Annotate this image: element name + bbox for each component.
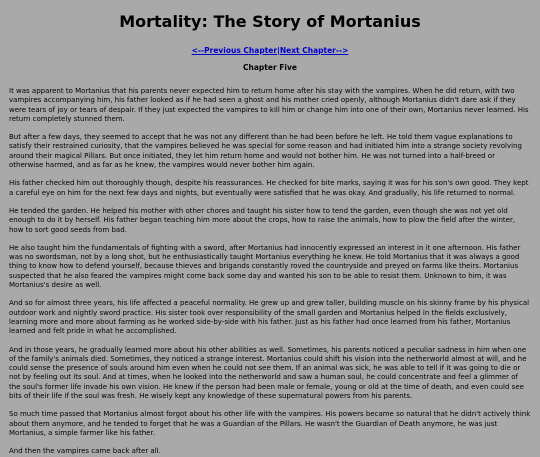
paragraph: And in those years, he gradually learned more about his other abilities as well. Sometimes, his parents noticed a peculiar sadness in him when one of the family's animals died. Sometimes, they noticed a strange interest. Mortanius could shift his vision into the netherworld almost at will, and he could sense the presence of souls around him even when he could not see them. If an animal was sick, he was able to tell if it was going to die or not by feeling out its soul. And at times, when he looked into the netherworld and saw a human soul, he could concentrate and feel a glimmer of the soul's former life invade his own vision. He knew if the person had been male or female, young or old at the time of death, and even could see bits of their life if the soul was fresh. He wisely kept any knowledge of these supernatural powers from his parents. bbox=[9, 345, 527, 401]
paragraph: But after a few days, they seemed to accept that he was not any different than he had been before he left. He told them vague explanations to satisfy their restrained curiosity, that the vampires believed he was special for some reason and had initiated him into a strange society revolving around their magical Pillars. But once initiated, they let him return home and would not bother him. He was not turned into a half-breed or otherwise harmed, and as far as he knew, the vampires would never bother him again. bbox=[9, 133, 522, 170]
paragraph: He tended the garden. He helped his mother with other chores and taught his sister how to tend the garden, even though she was not yet old enough to do it by herself. His father began teaching him more about the crops, how to raise the animals, how to plow the field after the winter, how to sort good seeds from bad. bbox=[9, 206, 516, 234]
page-title: Mortality: The Story of Mortanius bbox=[119, 12, 421, 31]
chapter-text bbox=[9, 87, 531, 457]
chapter-heading: Chapter Five bbox=[243, 63, 297, 72]
paragraph: His father checked him out thoroughly though, despite his reassurances. He checked for bite marks, saying it was for his son's own good. They kept a careful eye on him for the next few days and nights, but eventually were satisfied that he was okay. And gradually, his life returned to normal. bbox=[9, 179, 529, 197]
paragraph: And then the vampires came back after all. bbox=[9, 447, 161, 456]
nav-separator: | bbox=[277, 46, 280, 55]
next-chapter-link[interactable]: Next Chapter--> bbox=[279, 46, 349, 55]
previous-chapter-link[interactable]: <--Previous Chapter bbox=[191, 46, 278, 55]
paragraph: He also taught him the fundamentals of fighting with a sword, after Mortanius had innocently expressed an interest in it one afternoon. His father was no swordsman, not by a long shot, but he enthusiastically taught Mortanius everything he knew. He told Mortanius that it was always a good thing to know how to defend yourself, because thieves and brigands constantly roved the countryside and preyed on farms like theirs. Mortanius suspected that he also feared the vampires might come back some day and wanted his son to be able to resist them. Unknown to him, it was Mortanius's desire as well. bbox=[9, 243, 521, 290]
paragraph: So much time passed that Mortanius almost forgot about his other life with the vampires. His powers became so natural that he didn't actively think about them anymore, and he tended to forget that he was a Guardian of the Pillars. He wasn't the Guardian of Death anymore, he was just Mortanius, a simple farmer like his father. bbox=[9, 410, 531, 437]
paragraph: It was apparent to Mortanius that his parents never expected him to return home after his stay with the vampires. When he did return, with two vampires accompanying him, his father looked as if he had seen a ghost and his mother cried openly, although Mortanius didn't dare ask if they were tears of joy or tears of despair. If they just expected the vampires to kill him or change him into one of their own, Mortanius never learned. His return completely stunned them. bbox=[9, 87, 529, 123]
chapter-navigation bbox=[9, 46, 531, 56]
paragraph: And so for almost three years, his life affected a peaceful normality. He grew up and grew taller, building muscle on his skinny frame by his physical outdoor work and nightly sword practice. His sister took over responsibility of the small garden and Mortanius helped in the fields exclusively, learning more and more about farming as he worked side-by-side with his father. Just as his father had once learned from his father, Mortanius learned and felt pride in what he accomplished. bbox=[9, 299, 530, 336]
